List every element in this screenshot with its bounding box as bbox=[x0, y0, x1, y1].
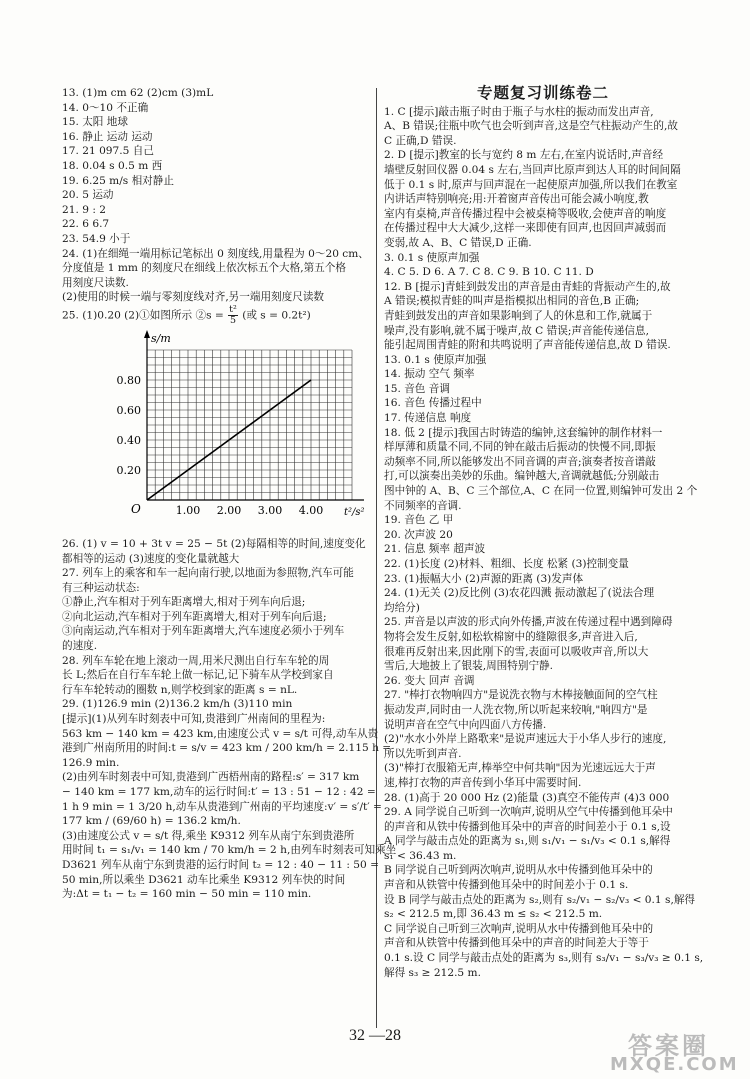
section-title: 专题复习训练卷二 bbox=[476, 84, 609, 102]
answer-line: 设 B 同学与敲击点处的距离为 s₂,则有 s₂/v₁ − s₂/v₃ < 0.1 s,解得 bbox=[384, 893, 696, 906]
answer-line: 21. 信息 频率 超声波 bbox=[384, 543, 486, 556]
answer-line: 29. (1)126.9 min (2)136.2 km/h (3)110 min bbox=[62, 698, 293, 711]
y-tick-label: 0.40 bbox=[116, 433, 141, 447]
answer-item bbox=[384, 426, 702, 514]
answer-line: 都相等的运动 (3)速度的变化量就越大 bbox=[62, 552, 240, 565]
q25-frac-top: t² bbox=[229, 303, 237, 315]
answer-item bbox=[384, 411, 702, 426]
answer-line: 所以先听到声音. bbox=[384, 747, 462, 760]
q25-line bbox=[62, 305, 370, 326]
answer-line: 室内有桌椅,声音传播过程中会被桌椅等吸收,会使声音的响度 bbox=[384, 207, 667, 220]
answer-line: 17. 21 097.5 自己 bbox=[62, 145, 154, 158]
answer-line: 动频率不同,所以能够发出不同音调的声音;演奏者按音谱敲 bbox=[384, 455, 656, 468]
answer-line: 19. 6.25 m/s 相对静止 bbox=[62, 174, 174, 187]
answer-line: 分度值是 1 mm 的刻度尺在细线上依次标五个大格,第五个格 bbox=[62, 262, 346, 275]
answer-item bbox=[62, 159, 370, 174]
answer-item bbox=[62, 144, 370, 159]
answer-item bbox=[384, 105, 702, 149]
answer-line: 低于 0.1 s 时,原声与回声混在一起使原声加强,所以我们在教室 bbox=[384, 178, 678, 191]
answer-line: (3)由速度公式 v = s/t 得,乘坐 K9312 列车从南宁东到贵港所 bbox=[62, 829, 355, 842]
answer-line: [提示](1)从列车时刻表中可知,贵港到广州南间的里程为: bbox=[62, 713, 326, 726]
answer-line: 1 h 9 min = 1 3/20 h,动车从贵港到广州南的平均速度:v′ = s′/t′ = bbox=[62, 800, 382, 813]
answer-line: C 同学说自己听到三次响声,说明从水中传播到他耳朵中的 bbox=[384, 922, 654, 935]
answer-line: 均给分) bbox=[384, 601, 420, 614]
answer-line: 打,可以演奏出美妙的乐曲。编钟越大,音调就越低;分别敲击 bbox=[384, 470, 660, 483]
answer-item bbox=[384, 396, 702, 411]
answer-line: 21. 9 : 2 bbox=[62, 203, 106, 216]
answer-item bbox=[384, 572, 702, 587]
answer-line: 用刻度尺读数. bbox=[62, 276, 129, 289]
answer-line: 图中钟的 A、B、C 三个部位,A、C 在同一位置,则编钟可发出 2 个 bbox=[384, 485, 698, 498]
answer-line: 变弱,故 A、B、C 错误,D 正确. bbox=[384, 236, 532, 249]
answer-line: 的速度. bbox=[62, 640, 98, 653]
y-tick-label: 0.20 bbox=[116, 463, 141, 477]
answer-line: (2)由列车时刻表中可知,贵港到广西梧州南的路程:s′ = 317 km bbox=[62, 771, 360, 784]
answer-line: 20. 5 运动 bbox=[62, 189, 114, 202]
answer-line: 有三种运动状态: bbox=[62, 581, 140, 594]
answer-line: 15. 太阳 地球 bbox=[62, 116, 128, 129]
answer-line: 23. 54.9 小于 bbox=[62, 232, 131, 245]
answer-line: 27. 列车上的乘客和车一起向南行驶,以地面为参照物,汽车可能 bbox=[62, 567, 354, 580]
answer-line: 20. 次声波 20 bbox=[384, 528, 453, 541]
answer-list-right bbox=[384, 105, 702, 981]
answer-item bbox=[62, 537, 370, 566]
answer-item bbox=[384, 265, 702, 280]
answer-item bbox=[384, 251, 702, 266]
answer-line: 行车车轮转动的圈数 n,则学校到家的距离 s = nL. bbox=[62, 683, 298, 696]
x-tick-label: 1.00 bbox=[175, 503, 201, 517]
y-tick-label: 0.80 bbox=[116, 373, 141, 387]
answer-list-a bbox=[62, 86, 370, 305]
answer-line: 17. 传递信息 响度 bbox=[384, 412, 472, 425]
answer-line: 墙壁反射回仪器 0.04 s 左右,当回声比原声到达人耳的时间间隔 bbox=[384, 163, 681, 176]
answer-line: 3. 0.1 s 使原声加强 bbox=[384, 251, 480, 264]
q25-fraction bbox=[228, 305, 238, 326]
answer-line: 长 L;然后在自行车车轮上做一标记,记下骑车从学校到家自 bbox=[62, 669, 334, 682]
q25-suffix: (或 s = 0.2t²) bbox=[242, 309, 311, 322]
answer-line: 16. 静止 运动 运动 bbox=[62, 130, 153, 143]
answer-item bbox=[62, 203, 370, 218]
answer-line: 声音和从铁管中传播到他耳朵中的声音的时间差大于等于 bbox=[384, 937, 649, 950]
answer-line: 14. 0～10 不正确 bbox=[62, 101, 149, 114]
left-column bbox=[62, 86, 397, 902]
answer-line: s₁ < 36.43 m. bbox=[384, 849, 457, 862]
answer-line: − 140 km = 177 km,动车的运行时间:t′ = 13 : 51 − 12 : 42 = bbox=[62, 786, 376, 798]
answer-item bbox=[62, 130, 370, 145]
answer-q25 bbox=[62, 305, 370, 326]
answer-item bbox=[384, 382, 702, 397]
answer-item bbox=[384, 353, 702, 368]
x-tick-label: 2.00 bbox=[216, 503, 242, 517]
answer-line: 很难再反射出来,因此刚下的雪,表面可以吸收声音,所以大 bbox=[384, 645, 649, 658]
answer-line: 的声音和从铁中传播到他耳朵中的声音的时间差小于 0.1 s,设 bbox=[384, 820, 671, 833]
answer-line: 28. 列车车轮在地上滚动一周,用米尺测出自行车车轮的周 bbox=[62, 654, 330, 667]
answer-line: ②向北运动,汽车相对于列车距离增大,相对于列车向后退; bbox=[62, 610, 327, 623]
right-column bbox=[384, 86, 702, 980]
answer-item bbox=[62, 566, 370, 654]
answer-line: 声音和从铁管中传播到他耳朵中的时间差小于 0.1 s. bbox=[384, 879, 629, 892]
x-tick-label: 4.00 bbox=[298, 503, 324, 517]
answer-item bbox=[384, 280, 702, 353]
answer-item bbox=[62, 247, 370, 305]
answer-item bbox=[62, 115, 370, 130]
answer-item bbox=[384, 688, 702, 790]
answer-line: 28. (1)高于 20 000 Hz (2)能量 (3)真空不能传声 (4)3 000 bbox=[384, 791, 670, 804]
answer-item bbox=[384, 586, 702, 615]
answer-line: 说明声音在空气中向四面八方传播. bbox=[384, 718, 547, 731]
watermark-logo bbox=[588, 1026, 738, 1074]
answer-item bbox=[62, 86, 370, 101]
answer-line: (2)"水水小外岸上路歌来"是说声速远大于小华人步行的速度, bbox=[384, 733, 667, 746]
answer-line: 126.9 min. bbox=[62, 756, 120, 769]
answer-item bbox=[62, 174, 370, 189]
answer-line: ①静止,汽车相对于列车距离增大,相对于列车向后退; bbox=[62, 596, 306, 609]
answer-item bbox=[384, 805, 702, 980]
q25-prefix: 25. (1)0.20 (2)①如图所示 ②s = bbox=[62, 309, 224, 322]
answer-line: 内讲话声特别响亮;用:开着窗声音传出可能会减小响度,教 bbox=[384, 193, 649, 206]
answer-item bbox=[384, 542, 702, 557]
x-axis-label: t²/s² bbox=[344, 506, 365, 518]
answer-line: 50 min,所以乘坐 D3621 动车比乘坐 K9312 列车快的时间 bbox=[62, 873, 346, 886]
answer-line: 雪后,大地披上了银装,周围特别宁静. bbox=[384, 660, 554, 673]
answer-line: 18. 低 2 [提示]我国古时铸造的编钟,这套编钟的制作材料一 bbox=[384, 426, 663, 439]
answer-line: 振动发声,同时由一人洗衣物,所以听起来较响,"响四方"是 bbox=[384, 703, 648, 716]
answer-line: 速,棒打衣物的声音传到小华耳中需要时间. bbox=[384, 776, 582, 789]
column-divider bbox=[376, 88, 377, 1028]
y-tick-label: 0.60 bbox=[116, 403, 141, 417]
answer-line: 港到广州南所用的时间:t = s/v = 423 km / 200 km/h = 2.115 h = bbox=[62, 742, 392, 755]
answer-line: 4. C 5. D 6. A 7. C 8. C 9. B 10. C 11. D bbox=[384, 266, 594, 279]
answer-item bbox=[62, 232, 370, 247]
answer-item bbox=[384, 528, 702, 543]
answer-line: 563 km − 140 km = 423 km,由速度公式 v = s/t 可得,动车从贵 bbox=[62, 727, 379, 740]
answer-line: 24. (1)在细绳一端用标记笔标出 0 刻度线,用量程为 0～20 cm、 bbox=[62, 247, 369, 260]
answer-line: 物将会发生反射,如松软棉窗中的缝隙很多,声音进入后, bbox=[384, 630, 638, 643]
answer-item bbox=[384, 557, 702, 572]
page-number: 32 —28 bbox=[349, 1027, 401, 1044]
answer-line: 13. 0.1 s 使原声加强 bbox=[384, 353, 487, 366]
watermark-line2: MXQE.COM bbox=[610, 1054, 739, 1075]
y-axis-arrow bbox=[144, 330, 150, 338]
answer-line: 25. 声音是以声波的形式向外传播,声波在传递过程中遇到障碍 bbox=[384, 616, 673, 629]
answer-line: 15. 音色 音调 bbox=[384, 382, 450, 395]
answer-item bbox=[384, 367, 702, 382]
answer-line: 16. 音色 传播过程中 bbox=[384, 397, 482, 410]
answer-line: 23. (1)振幅大小 (2)声源的距离 (3)发声体 bbox=[384, 572, 584, 585]
answer-line: 噪声,没有影响,就不属于噪声,故 C 错误;声音能传递信息, bbox=[384, 324, 649, 337]
answer-item bbox=[384, 791, 702, 806]
answer-line: C 正确,D 错误. bbox=[384, 134, 457, 147]
origin-label: O bbox=[131, 501, 141, 516]
answer-line: ③向南运动,汽车相对于列车距离增大,汽车速度必须小于列车 bbox=[62, 625, 345, 638]
y-axis-label: s/m bbox=[151, 331, 171, 345]
answer-line: s₂ < 212.5 m,即 36.43 m ≤ s₂ < 212.5 m. bbox=[384, 908, 603, 921]
answer-line: 不同频率的音调. bbox=[384, 499, 462, 512]
answer-line: 24. (1)无关 (2)反比例 (3)农花四溅 振动激起了(说法合理 bbox=[384, 587, 655, 600]
answer-line: 18. 0.04 s 0.5 m 西 bbox=[62, 159, 163, 172]
answer-line: 27. "棒打衣物响四方"是说洗衣物与木棒接触面间的空气柱 bbox=[384, 689, 658, 702]
answer-line: B 同学说自己听到两次响声,说明从水中传播到他耳朵中的 bbox=[384, 864, 653, 877]
answer-line: A 错误;模拟青蛙的叫声是指模拟出相同的音色,B 正确; bbox=[384, 295, 640, 308]
answer-line: D3621 列车从南宁东到贵港的运行时间 t₂ = 12 : 40 − 11 : 50 = bbox=[62, 858, 379, 871]
answer-item bbox=[62, 697, 397, 901]
answer-list-b bbox=[62, 537, 397, 902]
answer-item bbox=[384, 674, 702, 689]
answer-line: (2)使用的时候一端与零刻度线对齐,另一端用刻度尺读数 bbox=[62, 291, 325, 304]
answer-line: 19. 音色 乙 甲 bbox=[384, 514, 454, 527]
answer-line: 能引起周围青蛙的附和共鸣说明了声音能传递信息,故 D 错误. bbox=[384, 339, 671, 352]
answer-line: 0.1 s.设 C 同学与敲击点处的距离为 s₃,则有 s₃/v₁ − s₃/v₃ ≥ 0.1 s, bbox=[384, 952, 704, 965]
answer-item bbox=[384, 148, 702, 250]
answer-line: 13. (1)m cm 62 (2)cm (3)mL bbox=[62, 87, 214, 99]
watermark-line1: 答案圈 bbox=[628, 1032, 709, 1060]
s-t2-chart bbox=[62, 330, 365, 535]
answer-line: 1. C [提示]敲击瓶子时由于瓶子与水柱的振动而发出声音, bbox=[384, 105, 654, 118]
q25-frac-bottom: 5 bbox=[229, 314, 237, 326]
answer-line: A、B 错误;往瓶中吹气也会听到声音,这是空气柱振动产生的,故 bbox=[384, 120, 678, 133]
answer-line: 177 km / (69/60 h) = 136.2 km/h. bbox=[62, 815, 241, 828]
answer-item bbox=[62, 654, 370, 698]
answer-item bbox=[384, 513, 702, 528]
answer-item bbox=[384, 615, 702, 673]
answer-line: A 同学与敲击点处的距离为 s₁,则 s₁/v₁ − s₁/v₃ < 0.1 s,解得 bbox=[384, 835, 671, 848]
chart-svg bbox=[62, 330, 365, 535]
answer-line: 在传播过程中大大减少,这样一来即使有回声,也因回声减弱而 bbox=[384, 222, 667, 235]
answer-line: 为:Δt = t₁ − t₂ = 160 min − 50 min = 110 min. bbox=[62, 888, 312, 901]
answer-item bbox=[62, 217, 370, 232]
answer-line: 26. 变大 回声 音调 bbox=[384, 674, 475, 687]
answer-line: 22. 6 6.7 bbox=[62, 218, 110, 231]
answer-line: 解得 s₃ ≥ 212.5 m. bbox=[384, 966, 481, 979]
answer-item bbox=[62, 101, 370, 116]
answer-line: 26. (1) v = 10 + 3t v = 25 − 5t (2)每隔相等的时间,速度变化 bbox=[62, 537, 366, 550]
answer-line: 样厚薄和质量不同,不同的钟在敲击后振动的快慢不同,即振 bbox=[384, 441, 656, 454]
x-tick-label: 3.00 bbox=[257, 503, 283, 517]
answer-line: 青蛙到鼓发出的声音如果影响到了人的休息和工作,就属于 bbox=[384, 309, 653, 322]
answer-line: 用时间 t₁ = s₁/v₁ = 140 km / 70 km/h = 2 h,由列车时刻表可知乘坐 bbox=[62, 844, 397, 857]
answer-line: 2. D [提示]教室的长与宽约 8 m 左右,在室内说话时,声音经 bbox=[384, 149, 664, 162]
answer-line: 14. 振动 空气 频率 bbox=[384, 368, 475, 381]
answer-line: 22. (1)长度 (2)材料、粗细、长度 松紧 (3)控制变量 bbox=[384, 558, 629, 570]
answer-line: (3)"棒打衣服箱无声,棒举空中何共响"因为光速远远大于声 bbox=[384, 762, 656, 775]
answer-line: 12. B [提示]青蛙到鼓发出的声音是由青蛙的背振动产生的,故 bbox=[384, 280, 671, 293]
answer-item bbox=[62, 188, 370, 203]
answer-line: 29. A 同学说自己听到一次响声,说明从空气中传播到他耳朵中 bbox=[384, 806, 673, 819]
